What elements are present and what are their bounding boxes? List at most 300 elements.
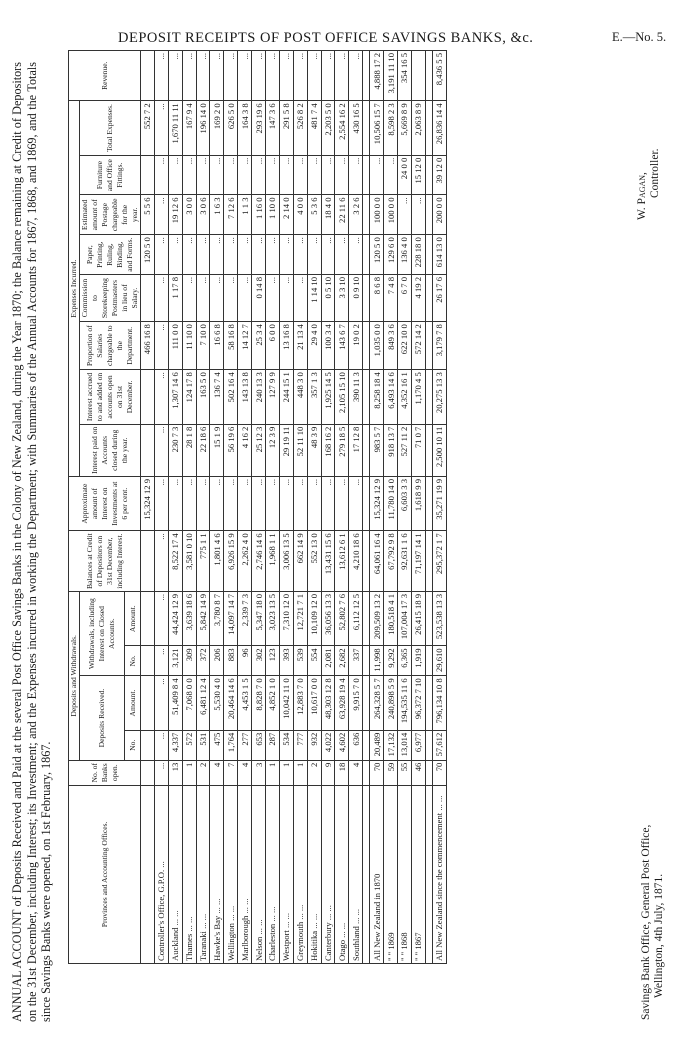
cell: ... <box>321 155 335 195</box>
col-approx-interest: Approximate amount of Interest on Investments at 6 per cent. <box>69 476 141 530</box>
table-row <box>349 51 363 964</box>
cell: ... <box>154 646 168 676</box>
cell: 1 <box>266 760 280 785</box>
cell: 63,928 19 4 <box>335 676 349 730</box>
cell: 18 4 0 <box>321 195 335 235</box>
cell: ... <box>238 476 252 530</box>
province-cell: Taranaki ... ... <box>196 785 210 963</box>
cell: 20,275 13 3 <box>432 370 446 424</box>
cell: 167 9 4 <box>182 101 196 155</box>
cell: 622 10 0 <box>398 322 412 370</box>
cell: 7 10 0 <box>196 322 210 370</box>
cell: ... <box>384 155 398 195</box>
cell: 277 <box>238 730 252 760</box>
province-cell: Nelson ... ... <box>252 785 266 963</box>
cell: ... <box>154 322 168 370</box>
cell: 14 12 7 <box>238 322 252 370</box>
cell: ... <box>307 51 321 101</box>
cell: 653 <box>252 730 266 760</box>
cell: 1,925 14 5 <box>321 370 335 424</box>
cell: 12,883 7 0 <box>293 676 307 730</box>
cell: 206 <box>210 646 224 676</box>
cell: 3,581 0 10 <box>182 531 196 592</box>
cell: 168 16 2 <box>321 424 335 476</box>
cell: 29 4 0 <box>307 322 321 370</box>
cell: 92,631 1 6 <box>398 531 412 592</box>
cell: ... <box>182 155 196 195</box>
cell: ... <box>154 101 168 155</box>
account-introduction: ANNUAL ACCOUNT of Deposits Received and Paid at the several Post Office Savings Banks in the Colony of New Zealand, during the Year 1870; the Balance remaining at Credit of Depositors on the 31st December, including Interest; its Investment; and the Expenses incurred in working the Department; with Summaries of the Annual Accounts for 1867, 1868, and 1869, and the Totals since Savings Banks were opened, on 1st February, 1867. <box>10 62 54 1022</box>
footer-office <box>640 825 666 1020</box>
col-interest-paid: Interest paid on Accounts closed during the year. <box>80 424 141 476</box>
cell: 293 19 6 <box>252 101 266 155</box>
table-row <box>210 51 224 964</box>
cell: 143 6 7 <box>335 322 349 370</box>
cell: 13,431 15 6 <box>321 531 335 592</box>
cell: 552 7 2 <box>141 101 155 155</box>
province-cell: Otago ... ... <box>335 785 349 963</box>
cell: ... <box>279 155 293 195</box>
cell: 29 19 11 <box>279 424 293 476</box>
cell: 123 <box>266 646 280 676</box>
cell: 6,365 <box>398 646 412 676</box>
table-row <box>335 51 349 964</box>
cell: 15,324 12 9 <box>370 476 384 530</box>
province-cell: " " 1868 <box>398 785 412 963</box>
cell: 147 3 6 <box>266 101 280 155</box>
cell: 2,746 14 6 <box>252 531 266 592</box>
cell: ... <box>238 51 252 101</box>
cell: 28 1 8 <box>182 424 196 476</box>
cell: ... <box>196 476 210 530</box>
table-row <box>154 51 168 964</box>
cell: 932 <box>307 730 321 760</box>
cell: 475 <box>210 730 224 760</box>
summary-row <box>398 51 412 964</box>
cell: ... <box>398 195 412 235</box>
cell: 20,489 <box>370 730 384 760</box>
cell: ... <box>349 476 363 530</box>
cell: 10,506 15 7 <box>370 101 384 155</box>
cell: 164 3 8 <box>238 101 252 155</box>
cell: 4,337 <box>168 730 182 760</box>
cell: 7 4 8 <box>384 275 398 322</box>
cell: 96,372 7 10 <box>411 676 425 730</box>
cell: 1 1 3 <box>238 195 252 235</box>
cell: 70 <box>432 760 446 785</box>
cell: ... <box>293 155 307 195</box>
cell: 2,500 10 11 <box>432 424 446 476</box>
cell: 120 5 0 <box>141 235 155 275</box>
cell: ... <box>182 235 196 275</box>
province-cell: Southland ... ... <box>349 785 363 963</box>
cell: 572 <box>182 730 196 760</box>
province-cell: Marlborough ... ... <box>238 785 252 963</box>
cell: 3 0 6 <box>196 195 210 235</box>
cell: ... <box>210 275 224 322</box>
cell: 26,836 14 4 <box>432 101 446 155</box>
cell: ... <box>210 155 224 195</box>
province-cell: Thames ... ... <box>182 785 196 963</box>
cell: ... <box>335 476 349 530</box>
cell: 4,352 16 1 <box>398 370 412 424</box>
cell: ... <box>168 51 182 101</box>
col-interest-accrued: Interest accrued to and added on accounts open on 31st December. <box>80 370 141 424</box>
cell: 100 3 4 <box>321 322 335 370</box>
cell: 51,409 8 4 <box>168 676 182 730</box>
cell: ... <box>168 155 182 195</box>
cell: 3,006 13 5 <box>279 531 293 592</box>
cell: 9,915 7 0 <box>349 676 363 730</box>
cell: 57,612 <box>432 730 446 760</box>
cell: 20,464 14 6 <box>224 676 238 730</box>
cell: ... <box>224 51 238 101</box>
cell: 502 16 4 <box>224 370 238 424</box>
cell: ... <box>196 275 210 322</box>
cell: 11 10 0 <box>182 322 196 370</box>
summary-row <box>370 51 384 964</box>
cell: 6,481 12 4 <box>196 676 210 730</box>
cell: 626 5 0 <box>224 101 238 155</box>
signatory-name: W. Pagan, <box>636 172 648 220</box>
province-cell: All New Zealand since the commencement ... ... <box>432 785 446 963</box>
col-withdrawals: Withdrawals, including Interest on Closed Accounts. <box>80 592 125 676</box>
cell: 127 9 9 <box>266 370 280 424</box>
cell: 983 5 7 <box>370 424 384 476</box>
cell: 17 12 8 <box>349 424 363 476</box>
spacer-row <box>363 51 370 964</box>
cell: 8,598 2 3 <box>384 101 398 155</box>
cell: 539 <box>293 646 307 676</box>
col-furniture: Furniture and Office Fittings. <box>80 155 141 195</box>
cell: 264,328 5 7 <box>370 676 384 730</box>
cell: 46 <box>411 760 425 785</box>
cell: 17,132 <box>384 730 398 760</box>
cell: 636 <box>349 730 363 760</box>
cell: 1,618 9 9 <box>411 476 425 530</box>
col-postage: Estimated amount of Postage chargeable for the year. <box>80 195 141 235</box>
cell: 849 3 6 <box>384 322 398 370</box>
cell: 52 11 10 <box>293 424 307 476</box>
cell: 24 0 0 <box>398 155 412 195</box>
col-no-banks: No. of Banks open. <box>69 760 141 785</box>
table-row <box>321 51 335 964</box>
cell: 8,436 5 5 <box>432 51 446 101</box>
cell: ... <box>266 155 280 195</box>
cell: 196 14 0 <box>196 101 210 155</box>
cell: 2,105 15 10 <box>335 370 349 424</box>
cell: ... <box>154 370 168 424</box>
cell: 12 3 9 <box>266 424 280 476</box>
cell: 775 1 1 <box>196 531 210 592</box>
cell: 26 17 6 <box>432 275 446 322</box>
cell: 4 <box>238 760 252 785</box>
cell: 2 <box>307 760 321 785</box>
footer-signature <box>636 148 662 220</box>
province-cell: Auckland ... ... <box>168 785 182 963</box>
cell: 25 3 4 <box>252 322 266 370</box>
cell: 19 12 6 <box>168 195 182 235</box>
cell: 8,828 7 0 <box>252 676 266 730</box>
cell: ... <box>349 155 363 195</box>
province-cell: Hokitika ... ... <box>307 785 321 963</box>
table-row <box>279 51 293 964</box>
cell: ... <box>224 235 238 275</box>
cell: 337 <box>349 646 363 676</box>
col-paper: Paper, Printing, Ruling, Binding, and Forms. <box>80 235 141 275</box>
cell: 12,721 7 1 <box>293 592 307 646</box>
cell: 111 0 0 <box>168 322 182 370</box>
cell: ... <box>370 155 384 195</box>
cell: 918 13 7 <box>384 424 398 476</box>
spacer-row <box>425 51 432 964</box>
cell: 4,602 <box>335 730 349 760</box>
cell: ... <box>224 476 238 530</box>
cell: 11,780 14 0 <box>384 476 398 530</box>
cell: 59 <box>384 760 398 785</box>
cell: ... <box>196 51 210 101</box>
province-cell: Canterbury ... ... <box>321 785 335 963</box>
cell: 58 16 8 <box>224 322 238 370</box>
cell: 1 14 10 <box>307 275 321 322</box>
cell: 777 <box>293 730 307 760</box>
cell: 3,780 8 7 <box>210 592 224 646</box>
cell: 70 <box>370 760 384 785</box>
table-body <box>141 51 447 964</box>
table-row <box>266 51 280 964</box>
cell: 136 7 4 <box>210 370 224 424</box>
cell: ... <box>154 730 168 760</box>
cell: 526 8 2 <box>293 101 307 155</box>
cell: 10,042 11 0 <box>279 676 293 730</box>
cell: 291 5 8 <box>279 101 293 155</box>
cell: 552 13 0 <box>307 531 321 592</box>
col-commission: Commission to Storekeeping Postmasters in lieu of Salary. <box>80 275 141 322</box>
cell: ... <box>411 195 425 235</box>
cell: 124 17 8 <box>182 370 196 424</box>
cell: 48 3 9 <box>307 424 321 476</box>
cell: 1 10 0 <box>266 195 280 235</box>
province-cell: Wellington ... ... <box>224 785 238 963</box>
cell: ... <box>154 760 168 785</box>
cell: 9 <box>321 760 335 785</box>
cell: 3,179 7 8 <box>432 322 446 370</box>
cell: 21 13 4 <box>293 322 307 370</box>
cell: 1,968 1 1 <box>266 531 280 592</box>
cell: 48,303 12 8 <box>321 676 335 730</box>
cell: ... <box>154 676 168 730</box>
table-row <box>238 51 252 964</box>
cell: 527 11 2 <box>398 424 412 476</box>
cell: ... <box>266 275 280 322</box>
cell: ... <box>238 275 252 322</box>
cell: 287 <box>266 730 280 760</box>
cell: 44,424 12 9 <box>168 592 182 646</box>
cell: 15 12 0 <box>411 155 425 195</box>
cell: 3 3 10 <box>335 275 349 322</box>
cell: 71,197 14 1 <box>411 531 425 592</box>
cell: ... <box>293 476 307 530</box>
cell: ... <box>238 235 252 275</box>
cell: 466 16 8 <box>141 322 155 370</box>
cell: 52,802 7 6 <box>335 592 349 646</box>
cell: 1,307 14 6 <box>168 370 182 424</box>
province-cell: Greymouth ... ... <box>293 785 307 963</box>
cell: ... <box>335 155 349 195</box>
cell: 3,191 11 10 <box>384 51 398 101</box>
col-withdrawal-no: No. <box>125 646 141 676</box>
carried-row <box>141 51 155 964</box>
cell: ... <box>293 235 307 275</box>
cell: 136 4 0 <box>398 235 412 275</box>
page-title: DEPOSIT RECEIPTS OF POST OFFICE SAVINGS BANKS, &c. <box>118 30 534 46</box>
cell: ... <box>321 51 335 101</box>
cell: 2,339 7 3 <box>238 592 252 646</box>
cell: ... <box>252 155 266 195</box>
province-cell: " " 1869 <box>384 785 398 963</box>
cell: 5 5 6 <box>141 195 155 235</box>
cell: 354 16 5 <box>398 51 412 101</box>
cell: 1,035 0 0 <box>370 322 384 370</box>
cell: 5,669 8 9 <box>398 101 412 155</box>
footer-office-line2: Wellington, 4th July, 1871. <box>653 873 665 998</box>
cell: ... <box>335 235 349 275</box>
cell: 279 18 5 <box>335 424 349 476</box>
cell: 3 0 0 <box>182 195 196 235</box>
cell: ... <box>266 51 280 101</box>
cell: ... <box>279 275 293 322</box>
cell: 56 19 6 <box>224 424 238 476</box>
cell: 2,262 4 0 <box>238 531 252 592</box>
cell: 1 <box>293 760 307 785</box>
cell: 169 2 0 <box>210 101 224 155</box>
cell: 16 6 8 <box>210 322 224 370</box>
cell: 4,022 <box>321 730 335 760</box>
cell: 4 <box>349 760 363 785</box>
col-deposits-received: Deposits Received. <box>80 676 125 760</box>
cell: 11,998 <box>370 646 384 676</box>
cell: 390 11 3 <box>349 370 363 424</box>
cell: ... <box>279 51 293 101</box>
cell: 180,518 4 1 <box>384 592 398 646</box>
cell: 100 0 0 <box>384 195 398 235</box>
cell: ... <box>252 51 266 101</box>
cell: ... <box>154 531 168 592</box>
cell: ... <box>307 476 321 530</box>
cell: ... <box>307 235 321 275</box>
cell: ... <box>154 275 168 322</box>
cell: 1,670 11 11 <box>168 101 182 155</box>
cell: 531 <box>196 730 210 760</box>
cell: 13,014 <box>398 730 412 760</box>
cell: 5,530 4 0 <box>210 676 224 730</box>
cell: 572 14 2 <box>411 322 425 370</box>
cell: 0 5 10 <box>321 275 335 322</box>
cell: ... <box>266 235 280 275</box>
cell: 107,004 17 3 <box>398 592 412 646</box>
cell: 230 7 3 <box>168 424 182 476</box>
cell: 2,063 8 9 <box>411 101 425 155</box>
cell: 228 18 0 <box>411 235 425 275</box>
cell: 1,764 <box>224 730 238 760</box>
cell: 3,121 <box>168 646 182 676</box>
cell: 614 13 0 <box>432 235 446 275</box>
cell: ... <box>279 235 293 275</box>
cell: ... <box>154 476 168 530</box>
cell: 6,112 12 5 <box>349 592 363 646</box>
cell: 2,554 16 2 <box>335 101 349 155</box>
cell: 393 <box>279 646 293 676</box>
cell: 4,852 1 0 <box>266 676 280 730</box>
cell: 0 14 8 <box>252 275 266 322</box>
cell: 4 <box>210 760 224 785</box>
cell: ... <box>154 592 168 646</box>
cell: 448 3 0 <box>293 370 307 424</box>
cell: 15,324 12 9 <box>141 476 155 530</box>
col-deposits-group: Deposits and Withdrawals. <box>69 592 80 761</box>
cell: 2,203 5 0 <box>321 101 335 155</box>
cell: 0 9 10 <box>349 275 363 322</box>
cell: 10,617 0 0 <box>307 676 321 730</box>
cell: 481 7 4 <box>307 101 321 155</box>
cell: ... <box>196 155 210 195</box>
cell: 309 <box>182 646 196 676</box>
table-row <box>252 51 266 964</box>
cell: 4 16 2 <box>238 424 252 476</box>
cell: ... <box>321 476 335 530</box>
table-row <box>182 51 196 964</box>
cell: 372 <box>196 646 210 676</box>
cell: 1 <box>279 760 293 785</box>
cell: ... <box>307 155 321 195</box>
cell: ... <box>293 275 307 322</box>
cell: 7 <box>224 760 238 785</box>
cell: ... <box>196 235 210 275</box>
col-total-expenses: Total Expenses. <box>80 101 141 155</box>
cell: 2 <box>196 760 210 785</box>
cell: 8 6 8 <box>370 275 384 322</box>
cell: ... <box>182 275 196 322</box>
cell: ... <box>154 195 168 235</box>
cell: 357 1 3 <box>307 370 321 424</box>
cell: ... <box>168 235 182 275</box>
cell: ... <box>182 51 196 101</box>
cell: ... <box>252 476 266 530</box>
cell: 100 0 0 <box>370 195 384 235</box>
table-row <box>168 51 182 964</box>
table-row <box>224 51 238 964</box>
cell: 4,888 17 2 <box>370 51 384 101</box>
cell: ... <box>168 476 182 530</box>
cell: 7 12 6 <box>224 195 238 235</box>
province-cell: Controller's Office, G.P.O. ... <box>154 785 168 963</box>
table-row <box>307 51 321 964</box>
cell: 4,453 1 5 <box>238 676 252 730</box>
cell: 6,977 <box>411 730 425 760</box>
cell: ... <box>349 235 363 275</box>
cell: ... <box>224 155 238 195</box>
cell: 1,919 <box>411 646 425 676</box>
cell: 6,926 15 9 <box>224 531 238 592</box>
cell: 22 11 6 <box>335 195 349 235</box>
cell: 15 1 9 <box>210 424 224 476</box>
cell: ... <box>266 476 280 530</box>
cell: 22 18 6 <box>196 424 210 476</box>
cell: 1 <box>182 760 196 785</box>
cell: 244 15 1 <box>279 370 293 424</box>
cell: 662 14 9 <box>293 531 307 592</box>
cell: ... <box>349 51 363 101</box>
